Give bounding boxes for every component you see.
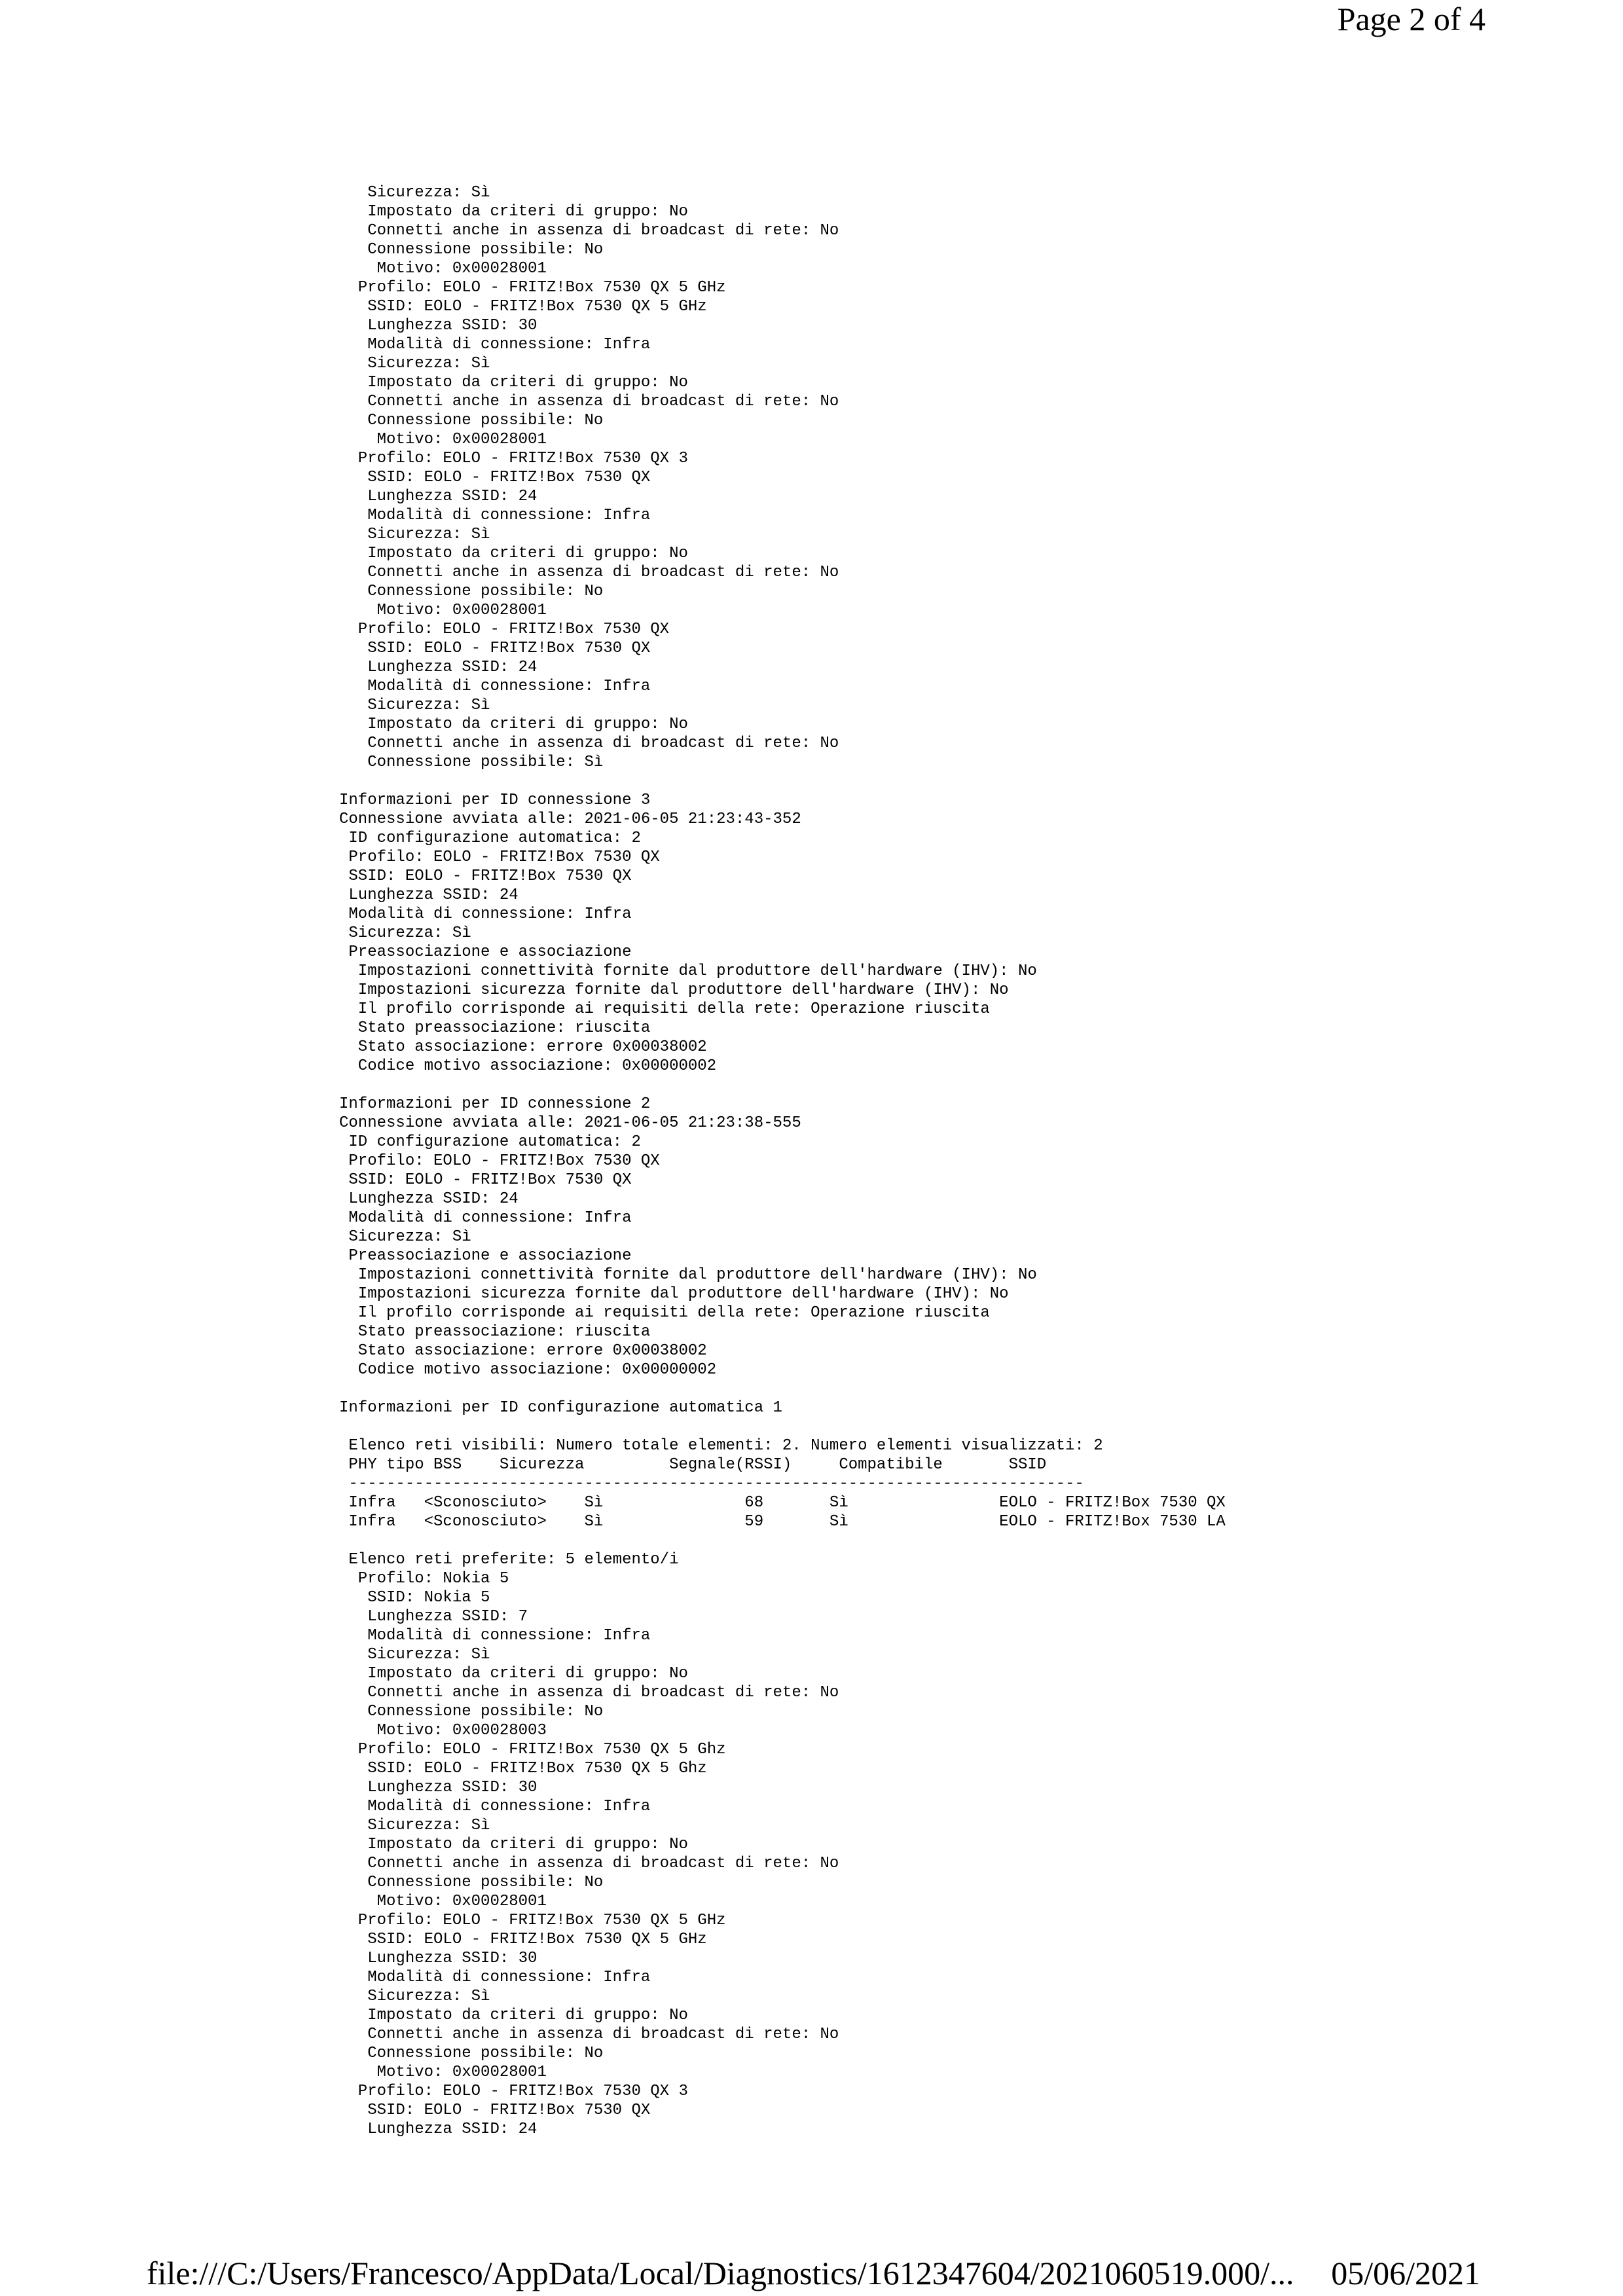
report-line: Connetti anche in assenza di broadcast di rete: No	[339, 222, 839, 240]
report-line: Informazioni per ID configurazione automatica 1	[339, 1399, 782, 1417]
report-line: Lunghezza SSID: 7	[339, 1608, 528, 1626]
report-line: Connetti anche in assenza di broadcast di rete: No	[339, 393, 839, 410]
report-line: Stato preassociazione: riuscita	[339, 1323, 651, 1341]
report-line: Impostato da criteri di gruppo: No	[339, 545, 688, 562]
report-line: Modalità di connessione: Infra	[339, 1627, 651, 1645]
report-line: Connetti anche in assenza di broadcast di rete: No	[339, 735, 839, 752]
footer-date: 05/06/2021	[1331, 2255, 1480, 2291]
report-line: Modalità di connessione: Infra	[339, 1969, 651, 1986]
report-line: Infra <Sconosciuto> Sì 59 Sì EOLO - FRITZ!Box 7530 LA	[339, 1513, 1226, 1531]
report-line: ------------------------------------------------------------------------------	[339, 1475, 1084, 1493]
report-line: ID configurazione automatica: 2	[339, 1133, 641, 1151]
report-line: Connetti anche in assenza di broadcast di rete: No	[339, 564, 839, 581]
report-line: Motivo: 0x00028001	[339, 1893, 547, 1910]
report-line: Il profilo corrisponde ai requisiti della rete: Operazione riuscita	[339, 1304, 990, 1322]
report-line: Elenco reti visibili: Numero totale elementi: 2. Numero elementi visualizzati: 2	[339, 1437, 1103, 1455]
report-line: Impostazioni connettività fornite dal produttore dell'hardware (IHV): No	[339, 962, 1037, 980]
report-line	[339, 1417, 1226, 1436]
report-line: SSID: EOLO - FRITZ!Box 7530 QX	[339, 1171, 632, 1189]
report-line	[339, 1379, 1226, 1398]
report-line: Motivo: 0x00028001	[339, 431, 547, 448]
report-line: Elenco reti preferite: 5 elemento/i	[339, 1551, 679, 1569]
report-line: Modalità di connessione: Infra	[339, 1209, 632, 1227]
report-line: Profilo: EOLO - FRITZ!Box 7530 QX 5 GHz	[339, 279, 726, 297]
report-line: Modalità di connessione: Infra	[339, 678, 651, 695]
report-line	[339, 772, 1226, 791]
footer-file-path: file:///C:/Users/Francesco/AppData/Local/Diagnostics/1612347604/2021060519.000/...	[147, 2255, 1294, 2291]
report-line: Sicurezza: Sì	[339, 526, 490, 543]
report-line: Impostato da criteri di gruppo: No	[339, 203, 688, 221]
report-line: ID configurazione automatica: 2	[339, 829, 641, 847]
report-line: Profilo: EOLO - FRITZ!Box 7530 QX 3	[339, 2083, 688, 2100]
report-line: Preassociazione e associazione	[339, 1247, 632, 1265]
report-line: Lunghezza SSID: 24	[339, 2121, 538, 2138]
report-line: Connessione possibile: Sì	[339, 754, 604, 771]
report-line: Stato associazione: errore 0x00038002	[339, 1038, 707, 1056]
report-line: Sicurezza: Sì	[339, 355, 490, 373]
report-line: SSID: EOLO - FRITZ!Box 7530 QX 5 GHz	[339, 298, 707, 316]
report-line: Impostato da criteri di gruppo: No	[339, 374, 688, 392]
report-line: Impostato da criteri di gruppo: No	[339, 2007, 688, 2024]
report-line: SSID: EOLO - FRITZ!Box 7530 QX	[339, 867, 632, 885]
report-line: Lunghezza SSID: 30	[339, 1779, 538, 1796]
report-line: Sicurezza: Sì	[339, 1646, 490, 1664]
report-line: Lunghezza SSID: 24	[339, 488, 538, 505]
report-line: Sicurezza: Sì	[339, 1817, 490, 1834]
report-line	[339, 1531, 1226, 1550]
report-line: Profilo: EOLO - FRITZ!Box 7530 QX 5 Ghz	[339, 1741, 726, 1758]
report-line: Impostazioni sicurezza fornite dal produttore dell'hardware (IHV): No	[339, 981, 1009, 999]
report-line: Sicurezza: Sì	[339, 184, 490, 202]
report-line: Connetti anche in assenza di broadcast di rete: No	[339, 1684, 839, 1702]
report-line: Modalità di connessione: Infra	[339, 905, 632, 923]
report-line: Connessione avviata alle: 2021-06-05 21:23:43-352	[339, 811, 801, 828]
report-line: Connessione possibile: No	[339, 241, 604, 259]
report-line: Informazioni per ID connessione 2	[339, 1095, 651, 1113]
report-line: Connessione possibile: No	[339, 412, 604, 429]
report-line: Lunghezza SSID: 24	[339, 659, 538, 676]
report-line: Infra <Sconosciuto> Sì 68 Sì EOLO - FRITZ!Box 7530 QX	[339, 1494, 1226, 1512]
report-line: Lunghezza SSID: 24	[339, 886, 519, 904]
report-line: Codice motivo associazione: 0x00000002	[339, 1361, 717, 1379]
report-line: Profilo: EOLO - FRITZ!Box 7530 QX	[339, 621, 670, 638]
report-line: Connessione possibile: No	[339, 1874, 604, 1891]
report-line: Stato preassociazione: riuscita	[339, 1019, 651, 1037]
report-line: PHY tipo BSS Sicurezza Segnale(RSSI) Compatibile SSID	[339, 1456, 1047, 1474]
report-line: Sicurezza: Sì	[339, 1228, 471, 1246]
report-line: Connessione possibile: No	[339, 2045, 604, 2062]
report-line: SSID: Nokia 5	[339, 1589, 490, 1607]
report-line: Impostazioni sicurezza fornite dal produttore dell'hardware (IHV): No	[339, 1285, 1009, 1303]
report-line: Sicurezza: Sì	[339, 1988, 490, 2005]
report-line: Profilo: EOLO - FRITZ!Box 7530 QX	[339, 1152, 660, 1170]
report-line: Impostato da criteri di gruppo: No	[339, 716, 688, 733]
report-line: Motivo: 0x00028001	[339, 260, 547, 278]
report-line: Connessione avviata alle: 2021-06-05 21:23:38-555	[339, 1114, 801, 1132]
report-line: Motivo: 0x00028001	[339, 2064, 547, 2081]
report-line: Profilo: EOLO - FRITZ!Box 7530 QX 3	[339, 450, 688, 467]
report-line: SSID: EOLO - FRITZ!Box 7530 QX	[339, 469, 651, 486]
report-line: Modalità di connessione: Infra	[339, 336, 651, 354]
report-line: Connetti anche in assenza di broadcast di rete: No	[339, 2026, 839, 2043]
report-line: Motivo: 0x00028001	[339, 602, 547, 619]
report-line: Preassociazione e associazione	[339, 943, 632, 961]
report-line: SSID: EOLO - FRITZ!Box 7530 QX	[339, 2102, 651, 2119]
diagnostics-report-text	[339, 183, 1226, 2139]
report-line: SSID: EOLO - FRITZ!Box 7530 QX 5 Ghz	[339, 1760, 707, 1777]
report-line: Connessione possibile: No	[339, 1703, 604, 1721]
page-number-header: Page 2 of 4	[1337, 1, 1486, 37]
report-line: Sicurezza: Sì	[339, 697, 490, 714]
report-line: Connetti anche in assenza di broadcast di rete: No	[339, 1855, 839, 1872]
report-line	[339, 1076, 1226, 1095]
report-line: Impostazioni connettività fornite dal produttore dell'hardware (IHV): No	[339, 1266, 1037, 1284]
report-line: Codice motivo associazione: 0x00000002	[339, 1057, 717, 1075]
report-line: SSID: EOLO - FRITZ!Box 7530 QX 5 GHz	[339, 1931, 707, 1948]
report-line: Connessione possibile: No	[339, 583, 604, 600]
report-line: Sicurezza: Sì	[339, 924, 471, 942]
report-line: Impostato da criteri di gruppo: No	[339, 1836, 688, 1853]
report-line: Motivo: 0x00028003	[339, 1722, 547, 1740]
page-footer	[147, 2254, 1480, 2292]
report-line: Modalità di connessione: Infra	[339, 507, 651, 524]
report-line: Lunghezza SSID: 30	[339, 317, 538, 335]
report-line: Profilo: EOLO - FRITZ!Box 7530 QX	[339, 848, 660, 866]
report-line: Profilo: Nokia 5	[339, 1570, 509, 1588]
report-line: Il profilo corrisponde ai requisiti della rete: Operazione riuscita	[339, 1000, 990, 1018]
report-line: Stato associazione: errore 0x00038002	[339, 1342, 707, 1360]
report-line: SSID: EOLO - FRITZ!Box 7530 QX	[339, 640, 651, 657]
report-line: Lunghezza SSID: 24	[339, 1190, 519, 1208]
report-line: Impostato da criteri di gruppo: No	[339, 1665, 688, 1683]
report-line: Lunghezza SSID: 30	[339, 1950, 538, 1967]
report-line: Profilo: EOLO - FRITZ!Box 7530 QX 5 GHz	[339, 1912, 726, 1929]
report-line: Informazioni per ID connessione 3	[339, 792, 651, 809]
report-line: Modalità di connessione: Infra	[339, 1798, 651, 1815]
